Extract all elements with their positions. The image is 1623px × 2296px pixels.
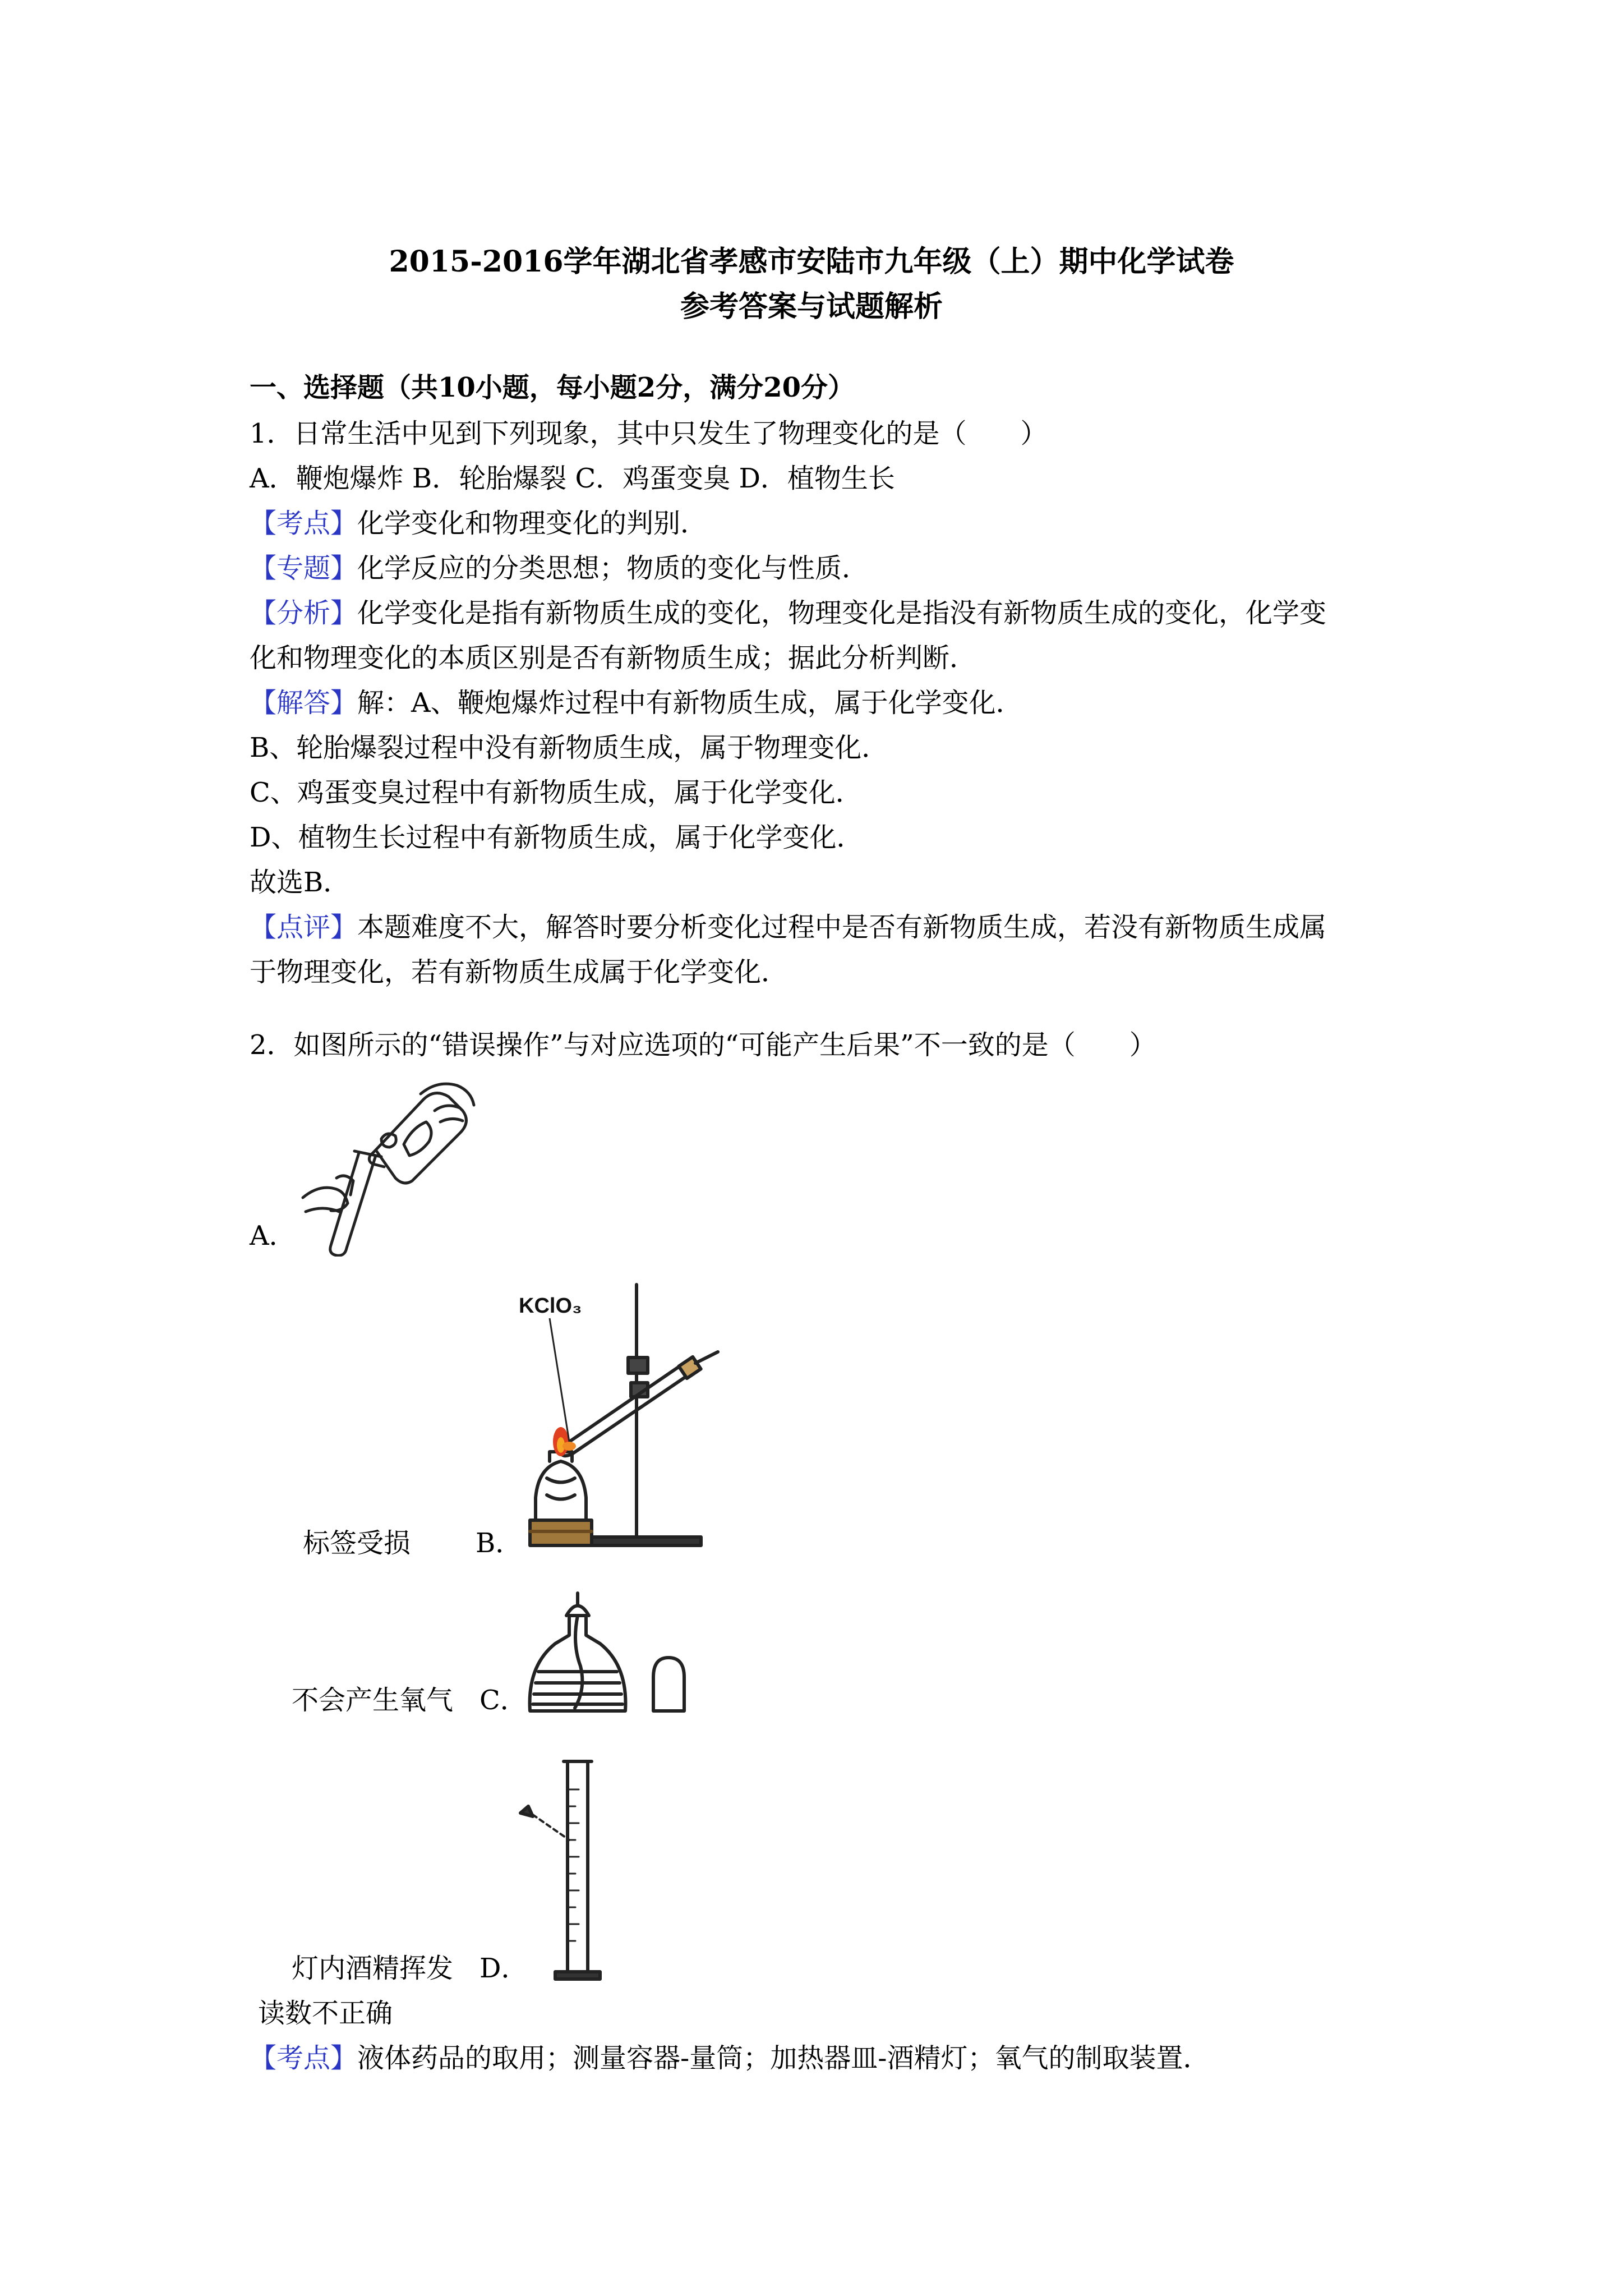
q1-dianping: [250, 909, 1326, 946]
consequence-d: 读数不正确: [258, 1998, 393, 2029]
kclo3-label: KClO₃: [519, 1294, 582, 1318]
q1-jieda-c: C、鸡蛋变臭过程中有新物质生成，属于化学变化．: [250, 777, 863, 808]
jieda-tag: 【解答】: [250, 687, 358, 719]
consequence-c: 灯内酒精挥发: [292, 1953, 454, 1984]
fenxi-text-1: 化学变化是指有新物质生成的变化，物理变化是指没有新物质生成的变化，化学变: [357, 597, 1327, 629]
dianping-text-1: 本题难度不大，解答时要分析变化过程中是否有新物质生成，若没有新物质生成属: [357, 912, 1327, 943]
section-heading: 一、选择题（共10小题，每小题2分，满分20分）: [250, 372, 855, 403]
document-title: 2015-2016学年湖北省孝感市安陆市九年级（上）期中化学试卷: [389, 245, 1234, 279]
q1-zhuanti: [250, 550, 869, 587]
consequence-b: 不会产生氧气: [292, 1685, 454, 1716]
q1-kaodian: [250, 505, 707, 542]
q1-answer: 故选B．: [250, 867, 351, 898]
dianping-tag: 【点评】: [250, 912, 358, 943]
q1-jieda-d: D、植物生长过程中有新物质生成，属于化学变化．: [250, 822, 864, 853]
kaodian-text: 化学变化和物理变化的判别．: [357, 508, 708, 539]
figure-d-label: D．: [479, 1953, 528, 1984]
kaodian-tag: 【考点】: [250, 508, 358, 539]
figure-b-label: B．: [476, 1527, 523, 1559]
fenxi-tag: 【分析】: [250, 597, 358, 629]
q1-jieda-b: B、轮胎爆裂过程中没有新物质生成，属于物理变化．: [250, 732, 889, 763]
q2-stem: 2．如图所示的“错误操作”与对应选项的“可能产生后果”不一致的是（ ）: [250, 1029, 1156, 1061]
q1-fenxi: [250, 595, 1326, 632]
figure-d-graduated-cylinder: [516, 1750, 628, 1986]
q1-jieda: [250, 684, 1023, 721]
consequence-a: 标签受损: [303, 1527, 411, 1559]
figure-c-alcohol-lamp: [522, 1582, 701, 1722]
q2-kaodian-text: 液体药品的取用；测量容器-量筒；加热器皿-酒精灯；氧气的制取装置．: [357, 2042, 1210, 2074]
q1-options: A．鞭炮爆炸 B．轮胎爆裂 C．鸡蛋变臭 D．植物生长: [250, 463, 895, 494]
figure-a-pouring-liquid: [292, 1077, 477, 1257]
q1-dianping-cont: 于物理变化，若有新物质生成属于化学变化．: [250, 956, 789, 988]
jieda-text-1: 解：A、鞭炮爆炸过程中有新物质生成，属于化学变化．: [357, 687, 1023, 719]
figure-a-label: A．: [250, 1220, 296, 1251]
document-subtitle: 参考答案与试题解析: [680, 289, 943, 324]
zhuanti-text: 化学反应的分类思想；物质的变化与性质．: [357, 553, 869, 584]
figure-c-label: C．: [479, 1685, 527, 1716]
q2-kaodian: [250, 2040, 1210, 2077]
q1-fenxi-cont: 化和物理变化的本质区别是否有新物质生成；据此分析判断．: [250, 642, 977, 674]
q1-stem: 1．日常生活中见到下列现象，其中只发生了物理变化的是（ ）: [250, 418, 1048, 449]
zhuanti-tag: 【专题】: [250, 553, 358, 584]
q2-kaodian-tag: 【考点】: [250, 2042, 358, 2074]
figure-b-heating-kclo3: [516, 1273, 729, 1554]
